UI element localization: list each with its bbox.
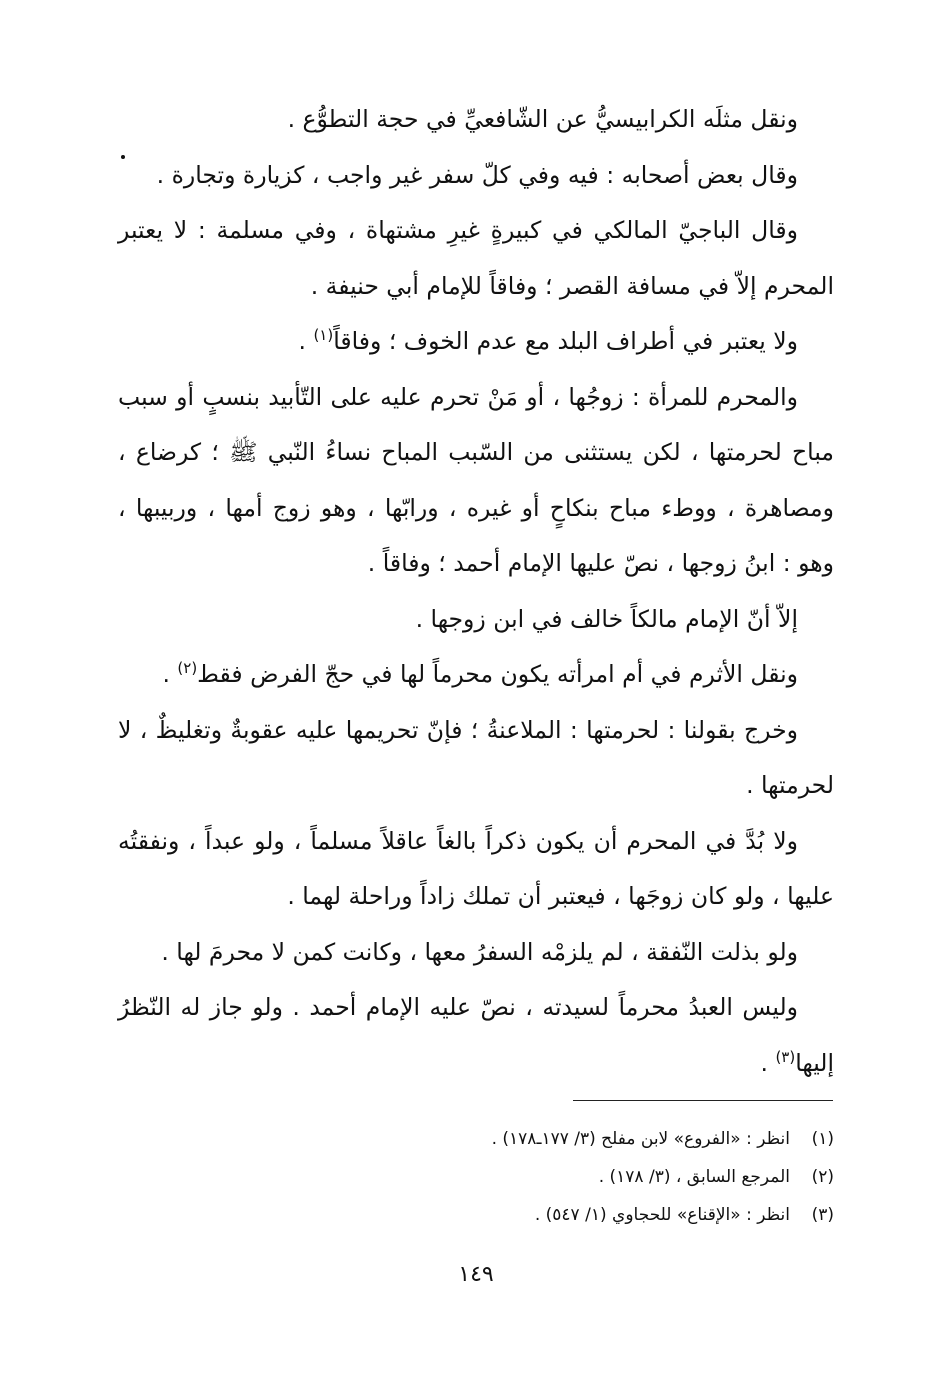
paragraph-10 [118,925,834,981]
page-number: ١٤٩ [458,1262,494,1287]
footnote-text: انظر : «الإقناع» للحجاوي (١/ ٥٤٧) . [534,1205,790,1225]
paragraph-text: وقال الباجيّ المالكي في كبيرةٍ غيرِ مشتهاة ، وفي مسلمة : لا يعتبر المحرم إلاّ في مسافة القصر ؛ وفاقاً للإمام أبي حنيفة . [118,216,834,300]
footnote-1 [300,1120,834,1158]
footnote-number: (٢) [811,1167,834,1187]
paragraph-tail: . [760,1048,776,1077]
paragraph-text: وقال بعض أصحابه : فيه وفي كلّ سفر غير واجب ، كزيارة وتجارة . [156,160,798,189]
paragraph-text: وخرج بقولنا : لحرمتها : الملاعنةُ ؛ فإنّ تحريمها عليه عقوبةٌ وتغليظٌ ، لا لحرمتها . [118,715,834,799]
footnote-text: المرجع السابق ، (٣/ ١٧٨) . [598,1167,790,1187]
paragraph-7 [118,647,834,703]
paragraph-text: ونقل الأثرم في أم امرأته يكون محرماً لها في حجّ الفرض فقط [197,660,798,688]
footnote-3 [300,1196,834,1234]
paragraph-text: ولو بذلت النّفقة ، لم يلزمْه السفرُ معها ، وكانت كمن لا محرمَ لها . [161,937,798,966]
paragraph-11 [118,980,834,1091]
paragraph-text: وليس العبدُ محرماً لسيدته ، نصّ عليه الإمام أحمد . ولو جاز له النّظرُ إليها [118,993,834,1077]
paragraph-6 [118,592,834,648]
main-text [118,92,834,1091]
paragraph-3 [118,203,834,314]
paragraph-tail: . [298,327,314,355]
paragraph-text: ولا يعتبر في أطراف البلد مع عدم الخوف ؛ وفاقاً [333,327,798,355]
footnote-number: (٣) [811,1205,834,1225]
footnote-number: (١) [811,1129,834,1149]
paragraph-8 [118,703,834,814]
paragraph-text: ولا بُدَّ في المحرم أن يكون ذكراً بالغاً عاقلاً مسلماً ، ولو عبداً ، ونفقتُه عليها ، ولو كان زوجَها ، فيعتبر أن تملك زاداً وراحلة لهما . [118,826,834,910]
paragraph-tail: . [162,660,178,688]
footnotes [300,1120,834,1234]
footnote-ref-3[interactable]: (٣) [775,1047,796,1066]
paragraph-1 [118,92,834,148]
paragraph-text: ونقل مثلَه الكرابيسيُّ عن الشّافعيِّ في حجة التطوُّع . [287,105,798,133]
footnote-ref-2[interactable]: (٢) [177,659,198,678]
footnote-text: انظر : «الفروع» لابن مفلح (٣/ ١٧٧ـ١٧٨) . [491,1129,790,1149]
paragraph-text: إلاّ أنّ الإمام مالكاً خالف في ابن زوجها . [415,604,798,633]
paragraph-text: والمحرم للمرأة : زوجُها ، أو مَنْ تحرم عليه على التّأبيد بنسبٍ أو سبب مباح لحرمتها ، لكن يستثنى من السّبب المباح نساءُ النّبي ﷺ ؛ كرضاع ، ومصاهرة ، ووطء مباح بنكاحٍ أو غيره ، ورابّها ، وهو زوج أمها ، وربيبها ، وهو : ابنُ زوجها ، نصّ عليها الإمام أحمد ؛ وفاقاً . [118,382,834,577]
paragraph-5 [118,370,834,592]
footnote-ref-1[interactable]: (١) [313,326,334,345]
paragraph-4 [118,314,834,370]
paragraph-9 [118,814,834,925]
footnote-2 [300,1158,834,1196]
paragraph-2 [118,148,834,204]
footnote-separator [573,1100,833,1101]
